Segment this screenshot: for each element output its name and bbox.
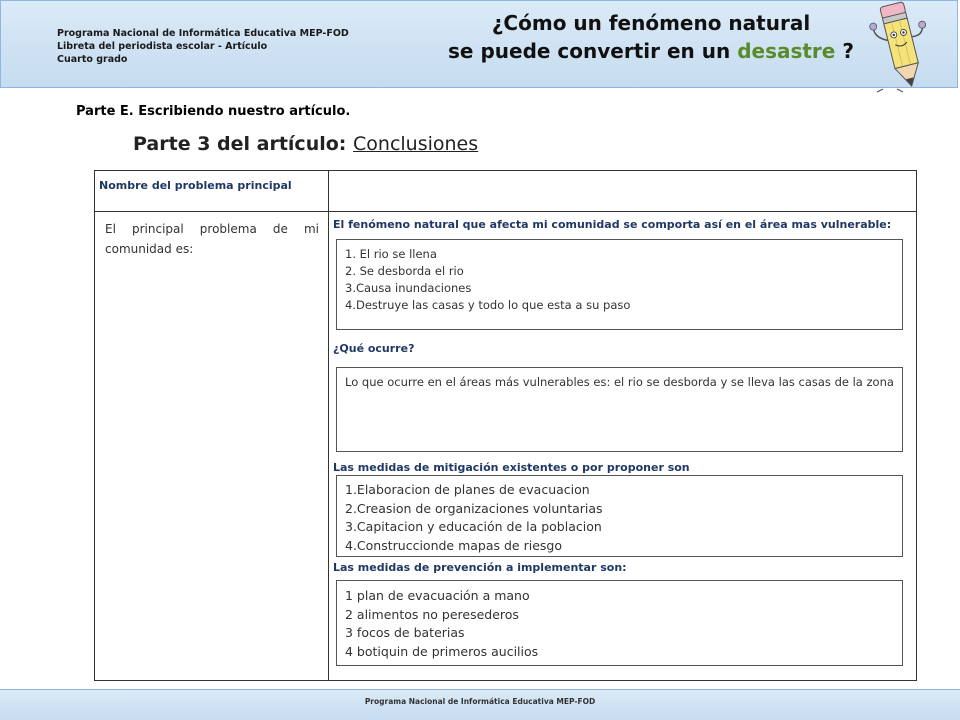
answer-behavior-line: 1. El rio se llena <box>345 247 437 261</box>
answer-mitigation-box[interactable] <box>336 475 903 557</box>
pencil-mascot-icon <box>863 1 943 93</box>
program-line-1: Programa Nacional de Informática Educativa MEP-FOD <box>57 28 349 39</box>
page-title <box>441 9 861 65</box>
title-line-2 <box>441 37 861 65</box>
answer-mitigation-line: 2.Creasion de organizaciones voluntarias <box>345 500 603 516</box>
answer-prevention-line: 3 focos de baterias <box>345 625 465 640</box>
question-behavior: El fenómeno natural que afecta mi comunidad se comporta así en el área mas vulnerable: <box>333 218 892 231</box>
title-line-1: ¿Cómo un fenómeno natural <box>491 11 811 35</box>
answer-prevention-line: 2 alimentos no peresederos <box>345 606 519 622</box>
answer-behavior-line: 3.Causa inundaciones <box>345 281 472 295</box>
header-banner <box>0 0 958 88</box>
problem-name-label: Nombre del problema principal <box>99 179 292 192</box>
subtitle-prefix: Parte 3 del artículo: <box>133 133 347 155</box>
table-column-divider <box>328 171 329 680</box>
section-title: Parte E. Escribiendo nuestro artículo. <box>76 104 351 119</box>
program-info <box>57 27 349 66</box>
table-row-divider <box>95 211 916 212</box>
answer-behavior-line: 2. Se desborda el rio <box>345 264 464 278</box>
main-problem-text: El principal problema de mi comunidad es: <box>105 222 319 256</box>
answer-prevention-box[interactable] <box>336 580 903 666</box>
program-line-3: Cuarto grado <box>57 54 128 65</box>
subtitle-conclusiones: Conclusiones <box>353 133 479 155</box>
article-table <box>94 170 917 681</box>
title-line-2-end: ? <box>842 39 854 63</box>
title-highlight: desastre <box>737 39 836 63</box>
question-what-happens: ¿Qué ocurre? <box>333 342 415 355</box>
question-prevention: Las medidas de prevención a implementar son: <box>333 561 627 574</box>
program-line-2: Libreta del periodista escolar - Artículo <box>57 41 268 52</box>
answer-what-happens-box[interactable] <box>336 367 903 452</box>
answer-prevention-line: 1 plan de evacuación a mano <box>345 588 530 603</box>
answer-what-happens-text: Lo que ocurre en el áreas más vulnerables es: el rio se desborda y se lleva las casas de la zona <box>345 375 894 389</box>
answer-prevention-line: 4 botiquin de primeros aucilios <box>345 643 539 659</box>
answer-mitigation-line: 1.Elaboracion de planes de evacuacion <box>345 482 590 497</box>
answer-mitigation-line: 4.Construccionde mapas de riesgo <box>345 537 562 553</box>
footer-text: Programa Nacional de Informática Educativa MEP-FOD <box>364 697 596 706</box>
section-subtitle <box>133 133 478 155</box>
question-mitigation: Las medidas de mitigación existentes o por proponer son <box>333 461 690 474</box>
answer-mitigation-line: 3.Capitacion y educación de la poblacion <box>345 519 602 534</box>
title-line-2-start: se puede convertir en un <box>448 39 731 63</box>
answer-behavior-line: 4.Destruye las casas y todo lo que esta a su paso <box>345 298 631 312</box>
footer-banner <box>0 689 960 720</box>
answer-behavior-box[interactable] <box>336 239 903 330</box>
